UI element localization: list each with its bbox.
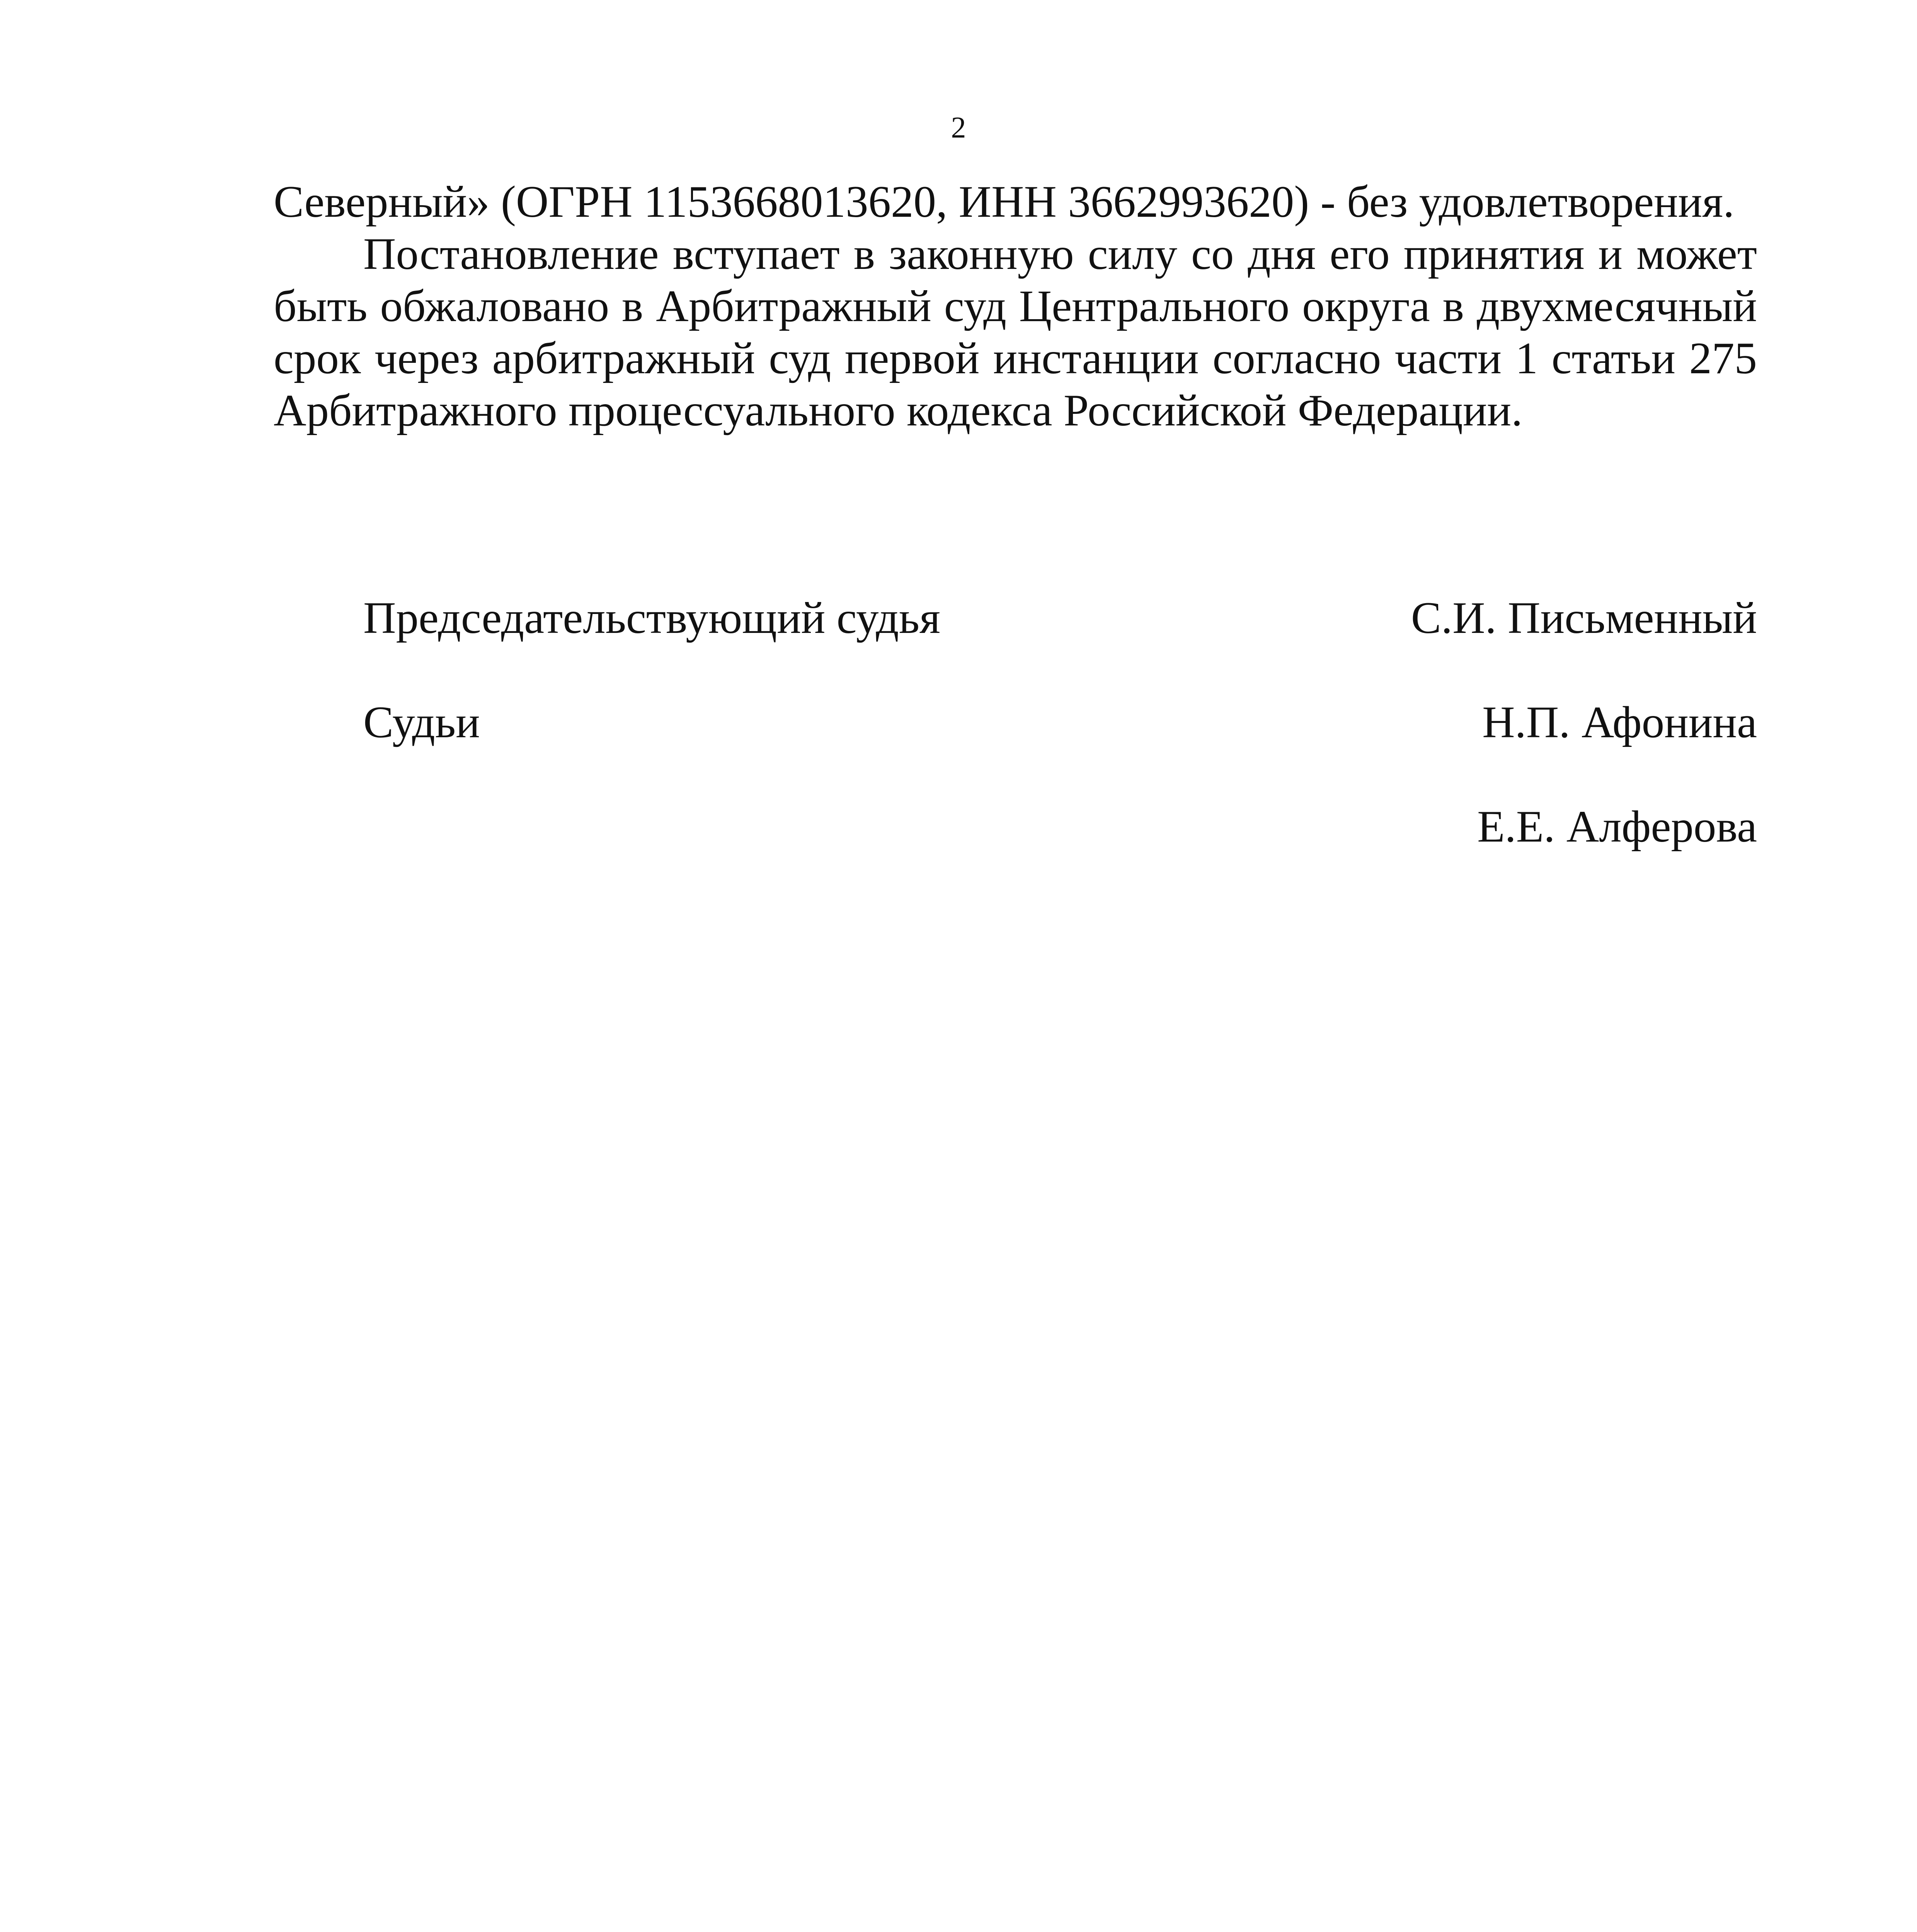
text-line: Арбитражного процессуального кодекса Российской Федерации. <box>274 386 1523 435</box>
text-line: Северный» (ОГРН 1153668013620, ИНН 3662993620) - без удовлетворения. <box>274 177 1735 227</box>
signature-row-judge <box>363 800 1757 854</box>
judge-name: Н.П. Афонина <box>1482 697 1757 747</box>
signature-row-presiding <box>363 591 1757 645</box>
presiding-judge-label: Председательствующий судья <box>363 593 940 643</box>
page-number: 2 <box>951 111 966 144</box>
text-line: быть обжаловано в Арбитражный суд Центрального округа в двухмесячный <box>274 281 1757 331</box>
text-line: срок через арбитражный суд первой инстанции согласно части 1 статьи 275 <box>274 333 1757 383</box>
text-line: Постановление вступает в законную силу со дня его принятия и может <box>363 229 1757 279</box>
judges-label: Судьи <box>363 697 480 747</box>
judge-name: Е.Е. Алферова <box>1477 802 1757 852</box>
presiding-judge-name: С.И. Письменный <box>1411 593 1757 643</box>
signature-row-judges <box>363 696 1757 750</box>
resolution-text <box>274 176 1757 437</box>
